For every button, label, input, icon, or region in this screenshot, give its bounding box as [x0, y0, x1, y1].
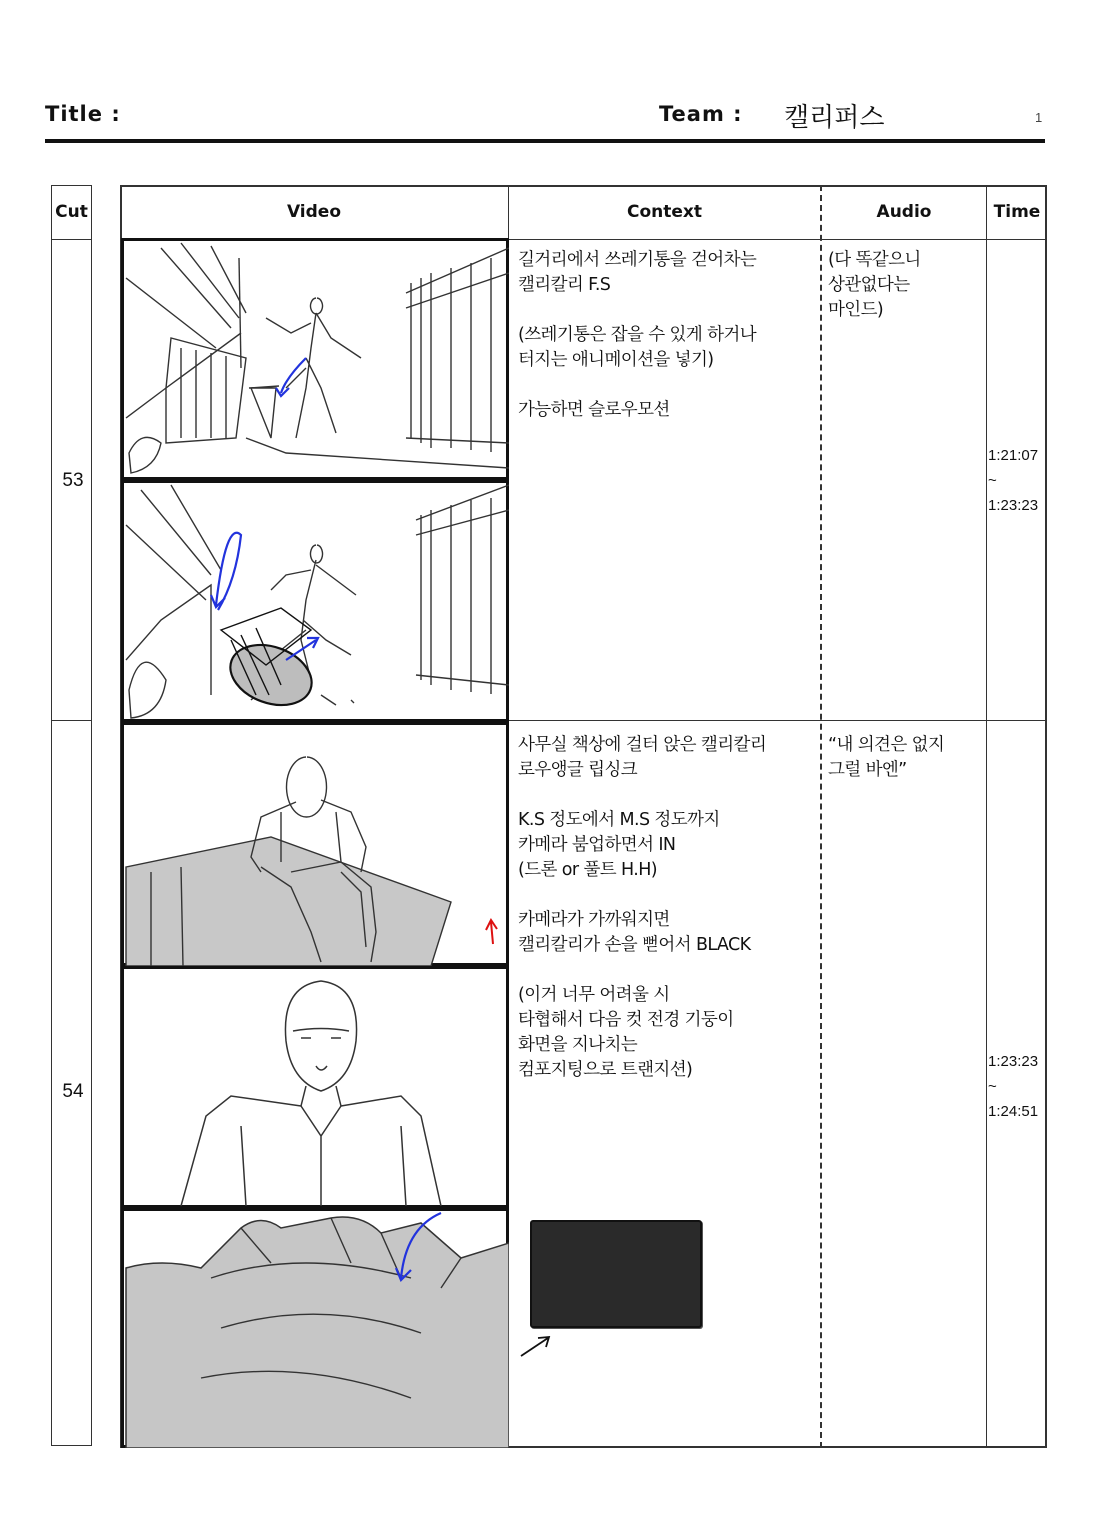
alley-kick-sketch [121, 238, 509, 480]
divider [51, 239, 92, 240]
cut-column [51, 185, 92, 1446]
context-cut-54: 사무실 책상에 걸터 앉은 캘리칼리 로우앵글 립싱크 K.S 정도에서 M.S 정도까지 카메라 붐업하면서 IN (드론 or 풀트 H.H) 카메라가 가까워지면 캘리칼리가 손을 뻗어서 BLACK (이거 너무 어려울 시 타협해서 다음 컷 전경 기둥이 화면을 지나치는 컴포지팅으로 트랜지션) [518, 735, 767, 1080]
page-number: 1 [1035, 110, 1043, 125]
col-header-time: Time [993, 202, 1041, 222]
divider [51, 720, 92, 721]
context-cut-53: 길거리에서 쓰레기통을 걷어차는 캘리칼리 F.S (쓰레기통은 잡을 수 있게 하거나 터지는 애니메이션을 넣기) 가능하면 슬로우모션 [518, 250, 757, 420]
time-cut-53: 1:21:07 ~ 1:23:23 [988, 447, 1039, 514]
divider [986, 185, 987, 1448]
header-rule [45, 139, 1045, 143]
black-screen-card [530, 1220, 702, 1328]
low-angle-face-sketch [121, 966, 509, 1208]
divider [508, 720, 1047, 721]
team-label: Team : [659, 102, 743, 126]
desk-sitting-sketch [121, 722, 509, 966]
reaching-hand-sketch [121, 1208, 509, 1448]
col-header-cut: Cut [55, 202, 88, 222]
cut-number-54: 54 [62, 1081, 84, 1102]
audio-cut-54: “내 의견은 없지 그럴 바엔” [828, 735, 945, 780]
time-cut-54: 1:23:23 ~ 1:24:51 [988, 1053, 1039, 1120]
cut-number-53: 53 [62, 470, 84, 491]
team-name: 캘리퍼스 [784, 103, 885, 133]
col-header-video: Video [286, 202, 342, 222]
col-header-audio: Audio [876, 202, 932, 222]
arrow-icon [518, 1330, 558, 1360]
col-header-context: Context [626, 202, 702, 222]
divider [820, 185, 822, 1448]
trash-can-kick-sketch [121, 480, 509, 722]
title-label: Title : [45, 102, 121, 126]
audio-cut-53: (다 똑같으니 상관없다는 마인드) [828, 250, 921, 320]
